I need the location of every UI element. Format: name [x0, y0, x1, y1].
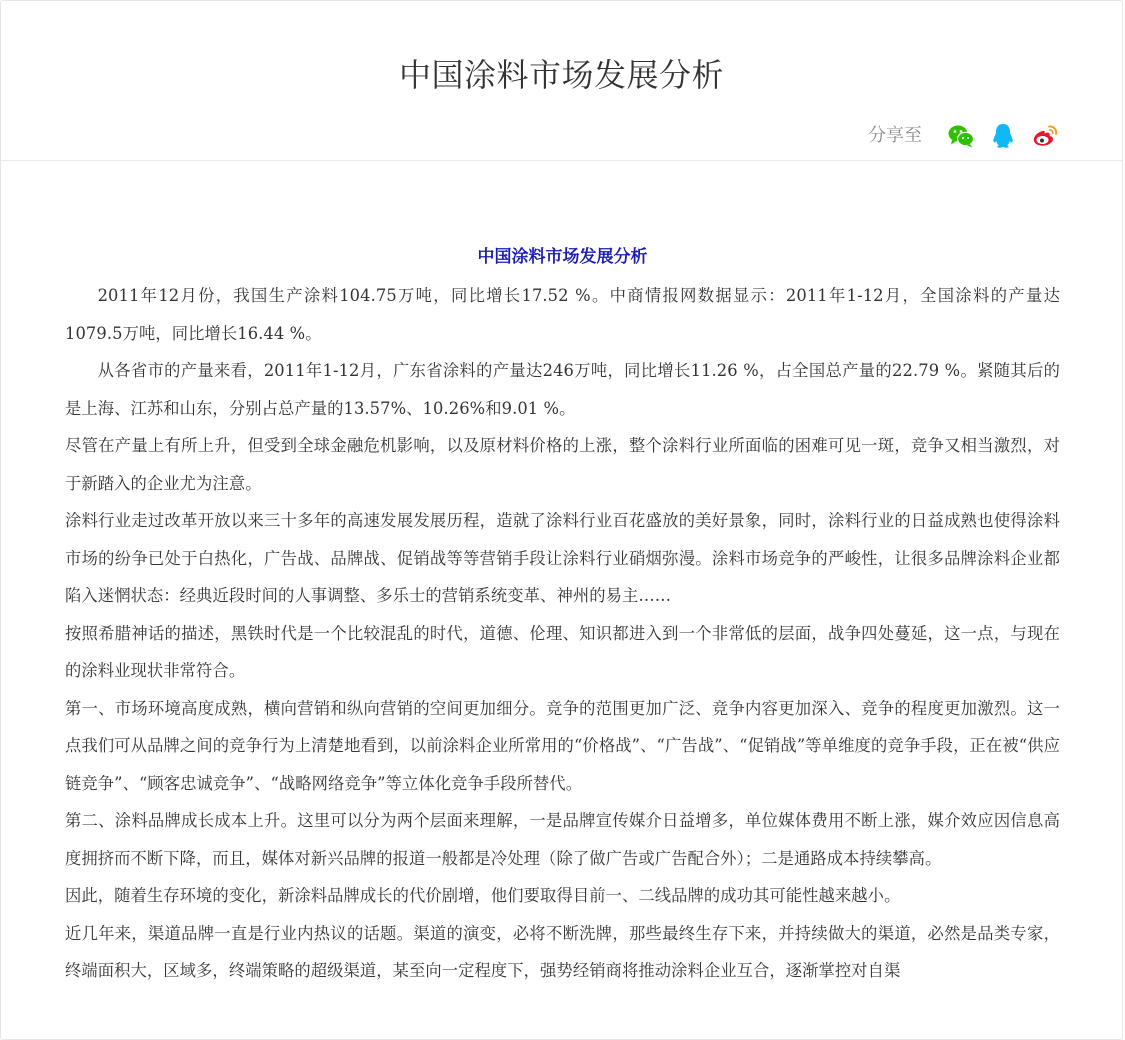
article-heading: 中国涂料市场发展分析 — [477, 247, 648, 267]
article-paragraph: 涂料行业走过改革开放以来三十多年的高速发展发展历程，造就了涂料行业百花盛放的美好景象，同时，涂料行业的日益成熟也使得涂料市场的纷争已处于白热化，广告战、品牌战、促销战等等营销手段让涂料行业硝烟弥漫。涂料市场竞争的严峻性，让很多品牌涂料企业都陷入迷惘状态：经典近段时间的人事调整、多乐士的营销系统变革、神州的易主…… — [65, 511, 1060, 605]
article-body — [65, 239, 1060, 990]
article-paragraph: 近几年来，渠道品牌一直是行业内热议的话题。渠道的演变，必将不断洗牌，那些最终生存下来，并持续做大的渠道，必然是品类专家，终端面积大，区域多，终端策略的超级渠道，某至向一定程度下，强势经销商将推动涂料企业互合，逐渐掌控对自渠 — [65, 923, 1060, 980]
article-paragraph: 尽管在产量上有所上升，但受到全球金融危机影响，以及原材料价格的上涨，整个涂料行业所面临的困难可见一斑，竞争又相当激烈，对于新踏入的企业尤为注意。 — [65, 436, 1060, 493]
wechat-share-button[interactable] — [946, 121, 976, 151]
qq-share-button[interactable] — [988, 121, 1018, 151]
article-paragraph: 2011年12月份，我国生产涂料104.75万吨，同比增长17.52 %。中商情报网数据显示：2011年1-12月，全国涂料的产量达1079.5万吨，同比增长16.44 %。 — [65, 286, 1060, 343]
article-paragraph: 第一、市场环境高度成熟，横向营销和纵向营销的空间更加细分。竞争的范围更加广泛、竞争内容更加深入、竞争的程度更加激烈。这一点我们可从品牌之间的竞争行为上清楚地看到，以前涂料企业所常用的“价格战”、“广告战”、“促销战”等单维度的竞争手段，正在被“供应链竞争”、“顾客忠诚竞争”、“战略网络竞争”等立体化竞争手段所替代。 — [65, 698, 1060, 793]
article-paragraph: 从各省市的产量来看，2011年1-12月，广东省涂料的产量达246万吨，同比增长11.26 %，占全国总产量的22.79 %。紧随其后的是上海、江苏和山东，分别占总产量的13.57%、10.26%和9.01 %。 — [65, 361, 1060, 418]
article-paragraph: 因此，随着生存环境的变化，新涂料品牌成长的代价剧增，他们要取得目前一、二线品牌的成功其可能性越来越小。 — [65, 886, 901, 905]
article-paragraph: 第二、涂料品牌成长成本上升。这里可以分为两个层面来理解，一是品牌宣传媒介日益增多，单位媒体费用不断上涨，媒介效应因信息高度拥挤而不断下降，而且，媒体对新兴品牌的报道一般都是冷处理（除了做广告或广告配合外）；二是通路成本持续攀高。 — [65, 811, 1060, 868]
article-paragraph: 按照希腊神话的描述，黑铁时代是一个比较混乱的时代，道德、伦理、知识都进入到一个非常低的层面，战争四处蔓延，这一点，与现在的涂料业现状非常符合。 — [65, 623, 1060, 680]
weibo-share-button[interactable] — [1030, 121, 1060, 151]
wechat-icon — [946, 121, 976, 151]
qq-icon — [988, 121, 1018, 151]
weibo-icon — [1030, 121, 1060, 151]
share-label: 分享至 — [868, 125, 922, 146]
article-header — [1, 1, 1122, 161]
page-title: 中国涂料市场发展分析 — [398, 56, 724, 94]
share-bar — [868, 121, 1060, 151]
